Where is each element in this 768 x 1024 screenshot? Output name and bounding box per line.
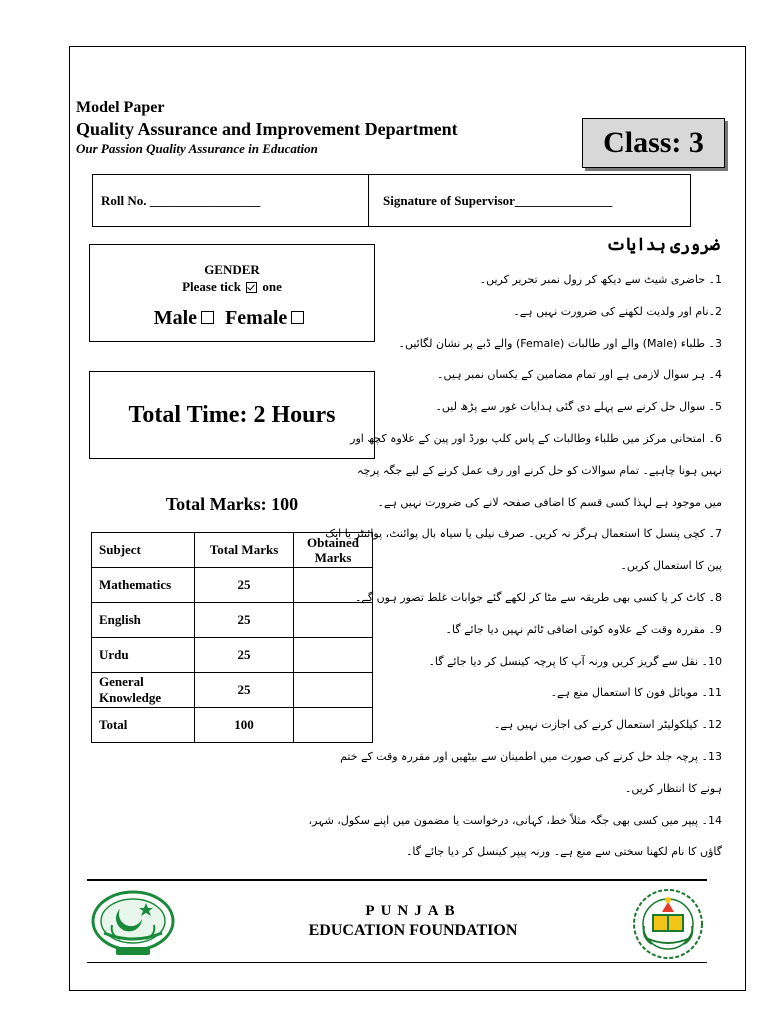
gender-instruction-before: Please tick — [182, 279, 241, 294]
obtained-cell[interactable] — [294, 673, 373, 708]
instruction-line: 1۔ حاضری شیٹ سے دیکھ کر رول نمبر تحریر کریں۔ — [479, 273, 722, 286]
header-obtained-line1: Obtained — [306, 535, 359, 550]
instruction-line: 11۔ موبائل فون کا استعمال منع ہے۔ — [550, 686, 722, 700]
subject-cell: English — [92, 603, 195, 638]
gender-options — [90, 307, 374, 330]
punjab-government-logo — [90, 889, 176, 957]
gender-title: GENDER — [204, 262, 260, 277]
table-row — [92, 708, 373, 743]
pef-logo — [626, 886, 710, 962]
gender-instruction-after: one — [262, 279, 282, 294]
document-type: Model Paper — [76, 99, 165, 116]
tick-example-icon — [246, 282, 257, 293]
instructions-title: ضروری ہدایات — [606, 235, 720, 254]
class-badge: Class: 3 — [582, 118, 725, 168]
subject-cell: Urdu — [92, 638, 195, 673]
header-total-marks: Total Marks — [195, 533, 294, 568]
instruction-line: 8۔ کاٹ کر یا کسی بھی طریقہ سے مٹا کر لکھے گئے جوابات غلط تصور ہوں گے۔ — [354, 590, 722, 604]
table-row — [92, 568, 373, 603]
instruction-line: ہونے کا انتظار کریں۔ — [624, 781, 722, 795]
total-cell: 100 — [195, 708, 294, 743]
total-cell: 25 — [195, 603, 294, 638]
instruction-line: 6۔ امتحانی مرکز میں طلباء وطالبات کے پاس کلپ بورڈ اور پین کے علاوہ کچھ اور — [350, 431, 722, 445]
header-obtained-line2: Marks — [314, 550, 352, 565]
obtained-cell[interactable] — [294, 708, 373, 743]
instruction-line: 7۔ کچی پنسل کا استعمال ہرگز نہ کریں۔ صرف نیلی یا سیاہ بال پوائنٹ، پوائنٹر یا انک — [325, 527, 722, 541]
instruction-line: گاؤں کا نام لکھنا سختی سے منع ہے۔ ورنہ پیپر کینسل کر دیا جائے گا۔ — [405, 845, 722, 859]
footer-top-rule — [87, 879, 707, 881]
instruction-line: نہیں ہونا چاہیے۔ تمام سوالات کو حل کرنے اور رف عمل کرنے کے لیے جگہ پرچہ — [357, 463, 722, 477]
instruction-line: 4۔ ہر سوال لازمی ہے اور تمام مضامین کے یکساں نمبر ہیں۔ — [437, 368, 722, 382]
subject-cell: Total — [92, 708, 195, 743]
supervisor-signature-field[interactable]: Signature of Supervisor_______________ — [383, 192, 613, 208]
obtained-cell[interactable] — [294, 638, 373, 673]
table-row — [92, 603, 373, 638]
female-label: Female — [225, 307, 288, 329]
department-name: Quality Assurance and Improvement Department — [76, 119, 458, 139]
roll-number-field[interactable]: Roll No. _________________ — [93, 175, 369, 226]
total-cell: 25 — [195, 638, 294, 673]
instruction-line: 3۔ طلباء (Male) والے اور طالبات (Female) والے ڈبے پر نشان لگائیں۔ — [398, 336, 722, 350]
total-cell: 25 — [195, 673, 294, 708]
subject-line1: General — [99, 674, 144, 689]
instruction-line: 2۔نام اور ولدیت لکھنے کی ضرورت نہیں ہے۔ — [513, 304, 722, 318]
foundation-name-line1: PUNJAB — [365, 903, 461, 919]
instruction-line: 5۔ سوال حل کرنے سے پہلے دی گئی ہدایات غور سے پڑھ لیں۔ — [435, 400, 722, 414]
tagline: Our Passion Quality Assurance in Education — [76, 141, 318, 156]
gender-instruction — [90, 278, 374, 295]
total-cell: 25 — [195, 568, 294, 603]
table-row — [92, 673, 373, 708]
total-time-box: Total Time: 2 Hours — [89, 371, 375, 459]
male-checkbox[interactable] — [201, 311, 214, 324]
marks-table — [91, 532, 373, 743]
subject-cell: Mathematics — [92, 568, 195, 603]
subject-line2: Knowledge — [99, 690, 162, 705]
gender-box — [89, 244, 375, 342]
foundation-name-line2: EDUCATION FOUNDATION — [308, 922, 518, 939]
roll-signature-box — [92, 174, 691, 227]
subject-cell — [92, 673, 195, 708]
footer-bottom-rule — [87, 962, 707, 963]
instruction-line: 10۔ نقل سے گریز کریں ورنہ آپ کا پرچہ کینسل کر دیا جائے گا۔ — [428, 654, 722, 668]
instruction-line: پین کا استعمال کریں۔ — [620, 559, 722, 573]
instruction-line: 12۔ کیلکولیٹر استعمال کرنے کی اجازت نہیں ہے۔ — [493, 718, 722, 732]
instruction-line: 13۔ پرچہ جلد حل کرنے کی صورت میں اطمینان سے بیٹھیں اور مقررہ وقت کے ختم — [340, 749, 722, 763]
total-marks-heading: Total Marks: 100 — [165, 494, 299, 514]
instruction-line: 14۔ پیپر میں کسی بھی جگہ مثلاً خط، کہانی، درخواست یا مضمون میں اپنے سکول، شہر، — [308, 813, 722, 827]
instruction-line: میں موجود ہے لہذا کسی قسم کا اضافی صفحہ لانے کی ضرورت نہیں ہے۔ — [377, 495, 722, 509]
female-checkbox[interactable] — [291, 311, 304, 324]
male-label: Male — [153, 307, 198, 329]
instruction-line: 9۔ مقررہ وقت کے علاوہ کوئی اضافی ٹائم نہیں دیا جائے گا۔ — [445, 622, 722, 636]
header-subject: Subject — [92, 533, 195, 568]
table-row — [92, 638, 373, 673]
